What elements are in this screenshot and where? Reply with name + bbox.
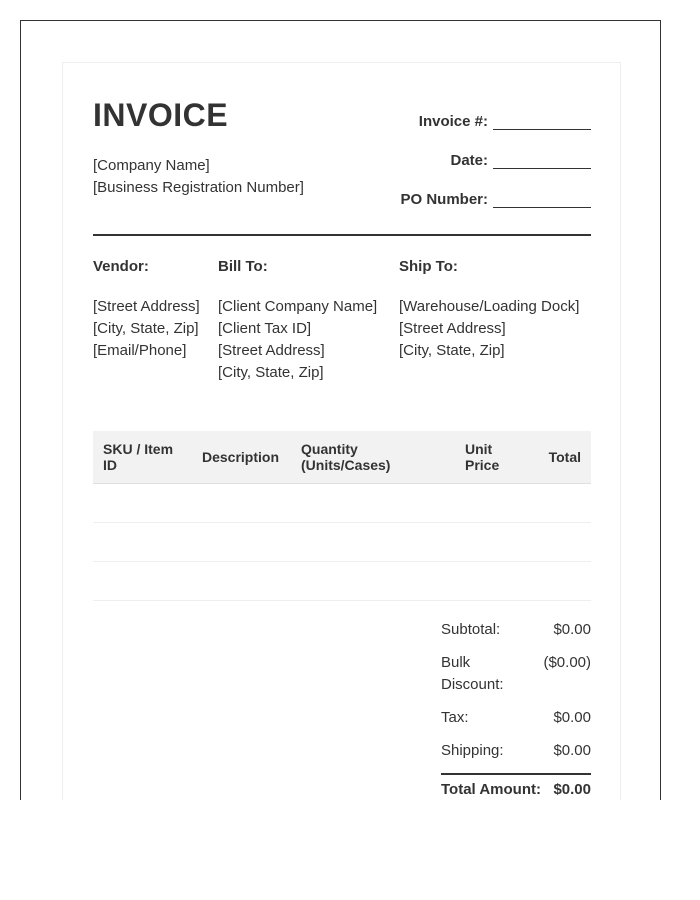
table-cell[interactable] [291, 484, 455, 523]
po-number-field[interactable] [493, 193, 591, 208]
totals-divider [441, 773, 591, 775]
vendor-label: Vendor: [93, 258, 149, 275]
subtotal-row [441, 619, 591, 641]
bill-to-label: Bill To: [218, 258, 268, 275]
table-cell[interactable] [93, 562, 192, 601]
invoice-number-field[interactable] [493, 115, 591, 130]
header-sku: SKU / Item ID [93, 431, 192, 484]
total-amount-value: $0.00 [553, 781, 591, 798]
tax-label: Tax: [441, 709, 469, 726]
invoice-number-label: Invoice #: [418, 113, 488, 130]
ship-to-city: [City, State, Zip] [399, 342, 505, 359]
table-cell[interactable] [93, 484, 192, 523]
table-row [93, 484, 591, 523]
invoice-sheet [62, 62, 621, 800]
table-cell[interactable] [291, 562, 455, 601]
bill-to-tax-id: [Client Tax ID] [218, 320, 312, 337]
shipping-row [441, 740, 591, 762]
discount-value: ($0.00) [543, 654, 591, 671]
company-info [93, 155, 304, 199]
ship-to-block [399, 257, 579, 362]
document-frame [20, 20, 661, 800]
table-cell[interactable] [455, 484, 527, 523]
vendor-block [93, 257, 200, 362]
table-cell[interactable] [93, 523, 192, 562]
bill-to-block [218, 257, 377, 384]
header-divider [93, 234, 591, 236]
shipping-label: Shipping: [441, 742, 504, 759]
header-unit-price: Unit Price [455, 431, 527, 484]
tax-row [441, 707, 591, 729]
table-cell[interactable] [192, 484, 291, 523]
table-cell[interactable] [527, 484, 591, 523]
bill-to-city: [City, State, Zip] [218, 364, 324, 381]
ship-to-street: [Street Address] [399, 320, 506, 337]
ship-to-label: Ship To: [399, 258, 458, 275]
table-header-row [93, 431, 591, 484]
business-registration: [Business Registration Number] [93, 179, 304, 196]
po-number-row [331, 188, 591, 208]
invoice-meta [331, 110, 591, 227]
total-amount-label: Total Amount: [441, 781, 541, 798]
po-number-label: PO Number: [400, 191, 488, 208]
company-name: [Company Name] [93, 157, 210, 174]
total-amount-row [441, 781, 591, 798]
header-quantity: Quantity (Units/Cases) [291, 431, 455, 484]
table-row [93, 562, 591, 601]
table-cell[interactable] [455, 523, 527, 562]
table-cell[interactable] [192, 562, 291, 601]
table-cell[interactable] [527, 523, 591, 562]
vendor-city: [City, State, Zip] [93, 320, 199, 337]
line-items-table [93, 431, 591, 601]
table-cell[interactable] [291, 523, 455, 562]
ship-to-warehouse: [Warehouse/Loading Dock] [399, 298, 580, 315]
date-label: Date: [450, 152, 488, 169]
invoice-number-row [331, 110, 591, 130]
bill-to-company: [Client Company Name] [218, 298, 378, 315]
table-row [93, 523, 591, 562]
header-description: Description [192, 431, 291, 484]
totals-section [441, 619, 591, 798]
shipping-value: $0.00 [553, 742, 591, 759]
vendor-contact: [Email/Phone] [93, 342, 187, 359]
discount-label: Bulk Discount: [441, 654, 504, 693]
vendor-street: [Street Address] [93, 298, 200, 315]
tax-value: $0.00 [553, 709, 591, 726]
date-row [331, 149, 591, 169]
table-cell[interactable] [527, 562, 591, 601]
table-cell[interactable] [455, 562, 527, 601]
header-total: Total [527, 431, 591, 484]
subtotal-label: Subtotal: [441, 621, 501, 638]
discount-row [441, 652, 591, 696]
date-field[interactable] [493, 154, 591, 169]
bill-to-street: [Street Address] [218, 342, 325, 359]
subtotal-value: $0.00 [553, 621, 591, 638]
invoice-title: INVOICE [93, 97, 229, 133]
table-cell[interactable] [192, 523, 291, 562]
